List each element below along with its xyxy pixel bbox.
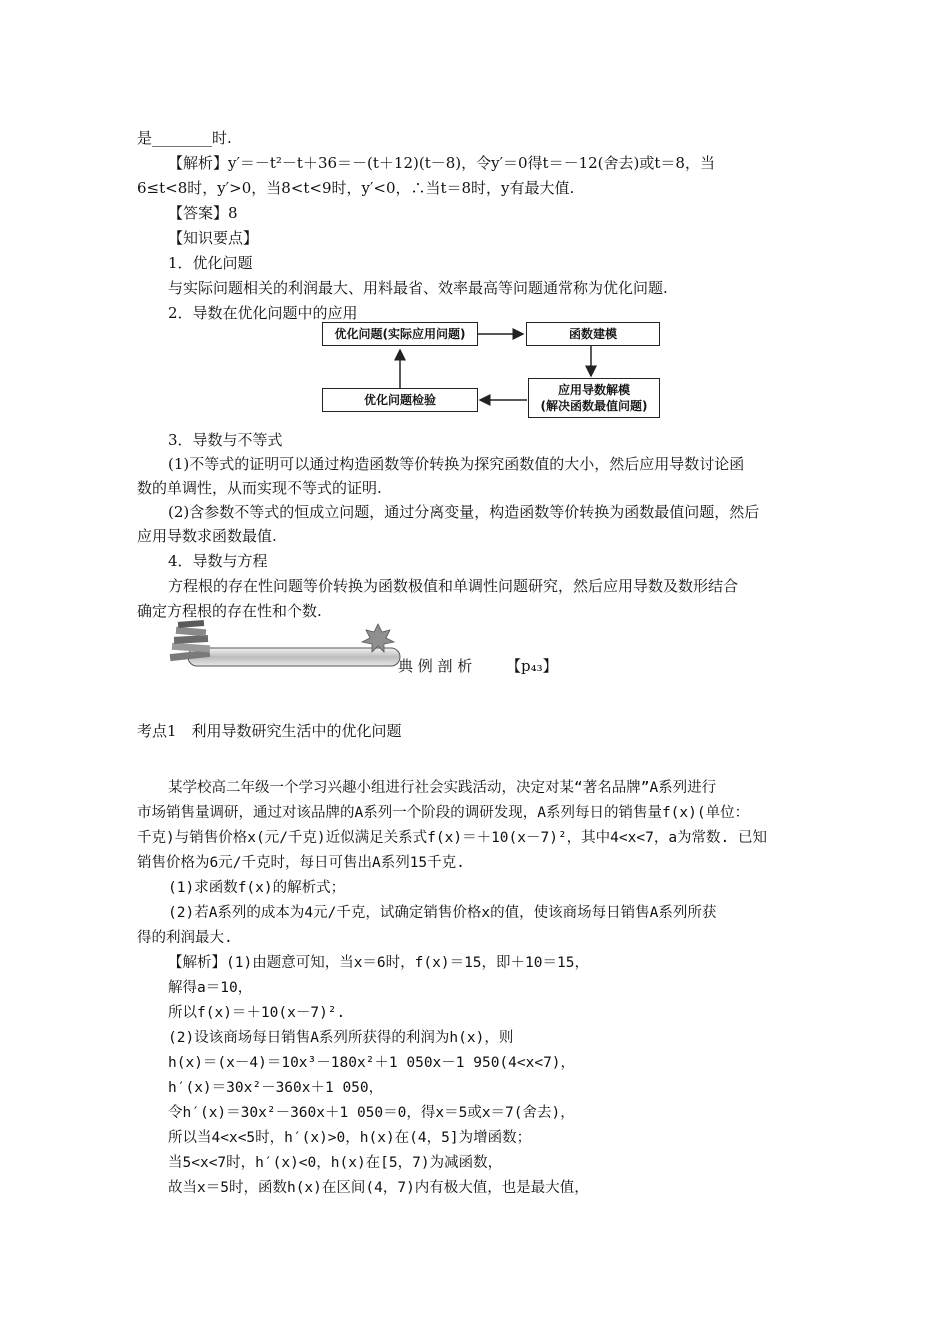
problem-line: 千克)与销售价格x(元/千克)近似满足关系式f(x)＝＋10(x－7)²，其中4<x<7，a为常数. 已知 <box>137 830 768 846</box>
text-line: 3．导数与不等式 <box>168 431 283 449</box>
solution-line: (2)设该商场每日销售A系列所获得的利润为h(x)，则 <box>168 1030 514 1046</box>
solution-line: 当5<x<7时，h′(x)<0，h(x)在[5，7)为减函数， <box>168 1155 503 1171</box>
books-icon <box>170 620 211 661</box>
flow-box-solve-line2: (解决函数最值问题) <box>540 399 648 413</box>
problem-line: 销售价格为6元/千克时，每日可售出A系列15千克. <box>137 855 465 871</box>
solution-line: 【解析】(1)由题意可知，当x＝6时，f(x)＝15，即＋10＝15， <box>168 955 589 971</box>
flow-box-optimization: 优化问题(实际应用问题) <box>322 322 478 346</box>
problem-line: 市场销售量调研，通过对该品牌的A系列一个阶段的调研发现，A系列每日的销售量f(x)(单位： <box>137 805 750 821</box>
flow-box-modeling: 函数建模 <box>526 322 660 346</box>
solution-line: 所以当4<x<5时，h′(x)>0，h(x)在(4，5]为增函数； <box>168 1130 532 1146</box>
solution-line: h(x)＝(x－4)＝10x³－180x²＋1 050x－1 950(4<x<7)， <box>168 1055 576 1071</box>
question-2-cont: 得的利润最大. <box>137 930 233 946</box>
text-line: 【答案】8 <box>168 204 238 222</box>
solution-line: h′(x)＝30x²－360x＋1 050， <box>168 1080 384 1096</box>
text-line: (2)含参数不等式的恒成立问题，通过分离变量，构造函数等价转换为函数最值问题，然后 <box>168 503 760 521</box>
text-line: 4．导数与方程 <box>168 552 268 570</box>
text-line: 数的单调性，从而实现不等式的证明. <box>137 479 382 497</box>
text-line: 方程根的存在性问题等价转换为函数极值和单调性问题研究，然后应用导数及数形结合 <box>168 577 739 595</box>
text-line: 2．导数在优化问题中的应用 <box>168 304 358 322</box>
flow-box-verify: 优化问题检验 <box>322 388 478 412</box>
section-banner-graphic <box>168 616 404 674</box>
solution-line: 故当x＝5时，函数h(x)在区间(4，7)内有极大值，也是最大值， <box>168 1180 589 1196</box>
kaodian-heading: 考点1 利用导数研究生活中的优化问题 <box>137 722 402 740</box>
question-2: (2)若A系列的成本为4元/千克，试确定销售价格x的值，使该商场每日销售A系列所获 <box>168 905 717 921</box>
section-title: 典 例 剖 析 <box>398 657 473 675</box>
solution-line: 解得a＝10， <box>168 980 253 996</box>
text-line: 6≤t<8时，y′>0，当8<t<9时，y′<0，∴当t＝8时，y有最大值. <box>137 179 575 197</box>
text-line: (1)不等式的证明可以通过构造函数等价转换为探究函数值的大小，然后应用导数讨论函 <box>168 455 745 473</box>
solution-line: 令h′(x)＝30x²－360x＋1 050＝0，得x＝5或x＝7(舍去)， <box>168 1105 575 1121</box>
text-line: 1．优化问题 <box>168 254 253 272</box>
text-line: 确定方程根的存在性和个数. <box>137 602 322 620</box>
page-reference: 【p₄₃】 <box>506 657 558 675</box>
solution-line: 所以f(x)＝＋10(x－7)². <box>168 1005 346 1021</box>
question-1: (1)求函数f(x)的解析式； <box>168 880 346 896</box>
text-line: 【解析】y′＝－t²－t＋36＝－(t＋12)(t－8)，令y′＝0得t＝－12(舍去)或t＝8，当 <box>168 154 715 172</box>
text-line: 应用导数求函数最值. <box>137 527 277 545</box>
problem-line: 某学校高二年级一个学习兴趣小组进行社会实践活动，决定对某“著名品牌”A系列进行 <box>168 780 717 796</box>
text-line: 与实际问题相关的利润最大、用料最省、效率最高等问题通常称为优化问题. <box>168 279 668 297</box>
flow-box-solve <box>528 378 660 418</box>
text-line: 【知识要点】 <box>168 229 259 247</box>
flow-box-solve-line1: 应用导数解模 <box>557 383 630 397</box>
text-line: 是________时. <box>137 129 232 147</box>
